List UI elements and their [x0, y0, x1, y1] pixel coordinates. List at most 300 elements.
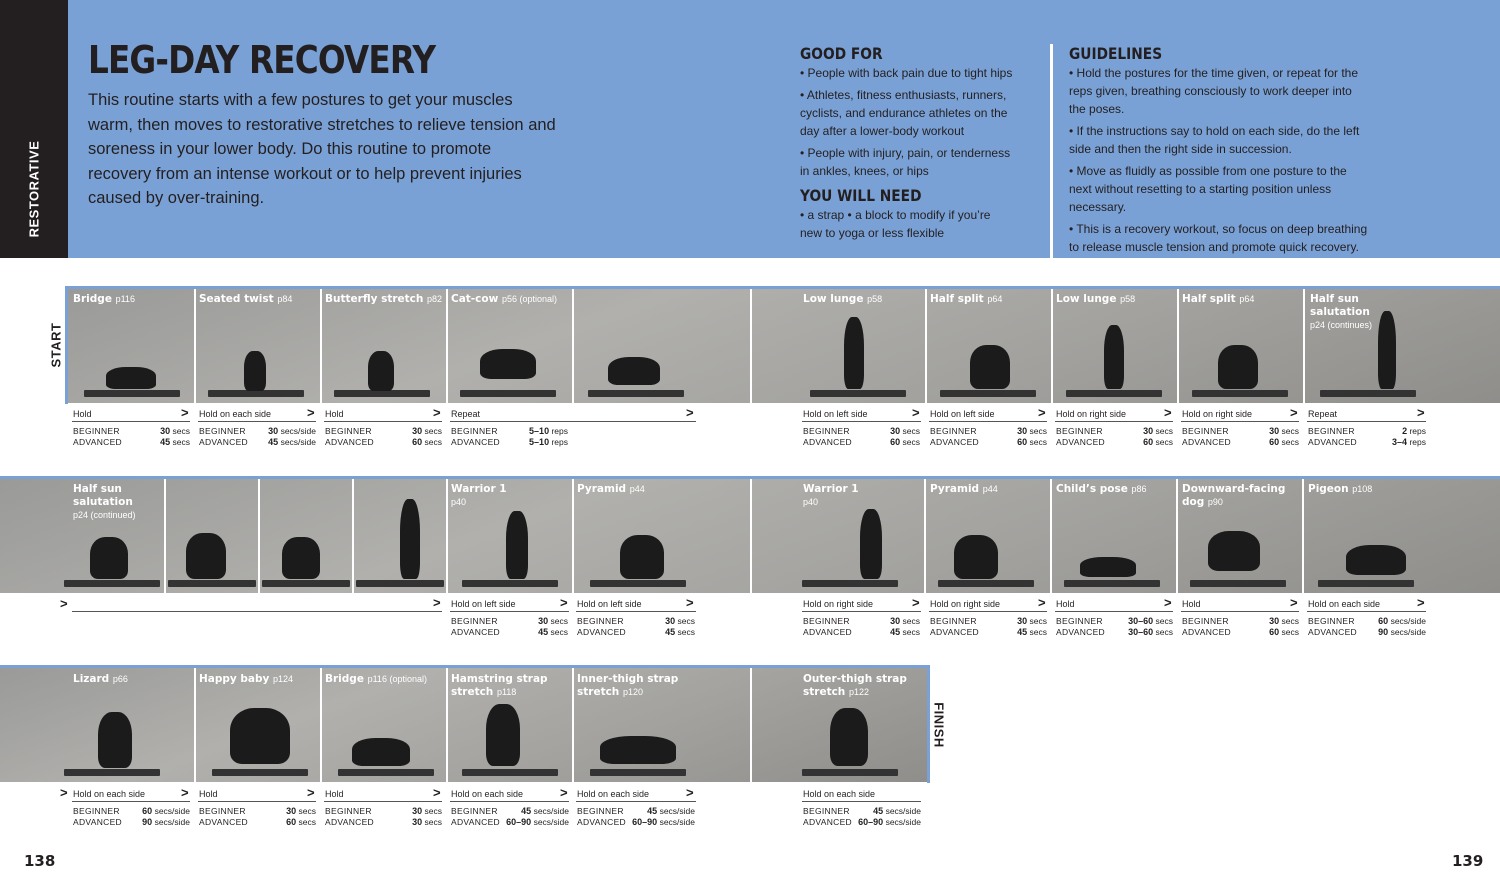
- text-span: secs: [172, 437, 190, 447]
- hold-instruction: Hold on left side: [803, 409, 868, 419]
- duration-value: [1366, 426, 1426, 437]
- level-label: ADVANCED: [930, 627, 980, 637]
- hold-instruction: Hold on left side: [577, 599, 642, 609]
- next-arrow-icon: >: [60, 596, 68, 611]
- duration-value: [987, 616, 1047, 627]
- yoga-mat: [590, 580, 686, 587]
- next-arrow-icon: >: [307, 405, 315, 420]
- duration-value: [382, 806, 442, 817]
- duration-number: 60–90: [858, 817, 884, 827]
- level-label: BEGINNER: [1308, 426, 1355, 436]
- duration-number: 30: [160, 426, 171, 436]
- text-span: Child’s pose: [1056, 483, 1128, 495]
- text-span: secs: [902, 627, 920, 637]
- duration-value: [130, 426, 190, 437]
- next-arrow-icon: >: [60, 785, 68, 800]
- duration-number: 30–60: [1128, 616, 1154, 626]
- page-ref: p64: [987, 294, 1003, 304]
- duration-number: 30: [538, 616, 549, 626]
- hold-instruction: Repeat: [451, 409, 481, 419]
- hold-instruction: Hold on each side: [73, 789, 146, 799]
- text-span: secs/side: [280, 437, 316, 447]
- duration-number: 45: [1017, 627, 1028, 637]
- page-ref: p124: [273, 674, 294, 684]
- duration-value: [488, 806, 569, 817]
- page-ref: p86: [1131, 484, 1147, 494]
- photo-divider: [320, 289, 322, 403]
- photo-divider: [1177, 289, 1179, 403]
- pose-name: [73, 293, 135, 306]
- text-span: secs/side: [154, 817, 190, 827]
- divider-line: [576, 611, 696, 612]
- duration-number: 30: [665, 616, 676, 626]
- level-label: ADVANCED: [1308, 437, 1358, 447]
- level-label: ADVANCED: [451, 817, 501, 827]
- level-label: ADVANCED: [325, 817, 375, 827]
- divider-line: [450, 421, 696, 422]
- pose-figure: [98, 712, 132, 768]
- duration-number: 60: [1017, 437, 1028, 447]
- yoga-mat: [1192, 390, 1288, 397]
- pose-figure: [400, 499, 420, 579]
- text-span: secs: [550, 616, 568, 626]
- text-span: secs: [424, 817, 442, 827]
- duration-value: [1239, 627, 1299, 638]
- photo-divider: [750, 289, 752, 403]
- hold-instruction: Hold: [325, 409, 344, 419]
- duration-value: [508, 426, 568, 437]
- duration-value: [1239, 437, 1299, 448]
- divider-line: [1181, 421, 1299, 422]
- you-will-need-heading: YOU WILL NEED: [800, 186, 922, 205]
- level-label: BEGINNER: [1056, 426, 1103, 436]
- hold-instruction: Hold on left side: [930, 409, 995, 419]
- duration-number: 30: [890, 426, 901, 436]
- guidelines-section: [1069, 44, 1369, 260]
- level-label: BEGINNER: [199, 806, 246, 816]
- next-arrow-icon: >: [560, 595, 568, 610]
- level-label: ADVANCED: [325, 437, 375, 447]
- hold-instruction: Hold: [73, 409, 92, 419]
- duration-value: [240, 437, 316, 448]
- text-span: secs: [424, 806, 442, 816]
- duration-number: 30: [1269, 616, 1280, 626]
- level-label: ADVANCED: [803, 817, 853, 827]
- photo-divider: [194, 289, 196, 403]
- duration-number: 30: [286, 806, 297, 816]
- duration-value: [635, 627, 695, 638]
- next-arrow-icon: >: [686, 595, 694, 610]
- divider-line: [1055, 421, 1173, 422]
- pose-figure: [970, 345, 1010, 389]
- level-label: BEGINNER: [73, 426, 120, 436]
- good-for-item: • People with injury, pain, or tenderness in ankles, knees, or hips: [800, 146, 1011, 178]
- text-span: secs/side: [533, 806, 569, 816]
- photo-divider: [750, 479, 752, 593]
- duration-number: 30–60: [1128, 627, 1154, 637]
- row3-right-bar: [927, 665, 930, 783]
- level-label: BEGINNER: [199, 426, 246, 436]
- next-arrow-icon: >: [433, 785, 441, 800]
- pose-figure: [486, 704, 520, 766]
- next-arrow-icon: >: [433, 595, 441, 610]
- pose-figure: [830, 708, 868, 766]
- duration-number: 60: [286, 817, 297, 827]
- text-span: secs: [1155, 426, 1173, 436]
- text-span: stretch: [577, 686, 620, 698]
- text-span: secs: [424, 426, 442, 436]
- level-label: BEGINNER: [803, 806, 850, 816]
- text-span: secs: [1155, 437, 1173, 447]
- text-span: secs: [1029, 437, 1047, 447]
- pose-name: [1308, 483, 1372, 496]
- level-label: ADVANCED: [1182, 437, 1232, 447]
- next-arrow-icon: >: [912, 405, 920, 420]
- divider-line: [1055, 611, 1173, 612]
- text-span: secs: [1029, 426, 1047, 436]
- photo-divider: [1303, 289, 1305, 403]
- photo-divider: [572, 668, 574, 782]
- photo-divider: [925, 289, 927, 403]
- guidelines-heading: GUIDELINES: [1069, 44, 1163, 63]
- good-for-section: [800, 44, 1015, 246]
- hold-instruction: Repeat: [1308, 409, 1338, 419]
- guideline-item: • Hold the postures for the time given, or repeat for the reps given, breathing consciously to work deeper into the poses.: [1069, 66, 1359, 116]
- hold-instruction: Hold on each side: [199, 409, 272, 419]
- pose-figure: [1346, 545, 1406, 575]
- next-arrow-icon: >: [181, 405, 189, 420]
- next-arrow-icon: >: [1417, 405, 1425, 420]
- pose-name: [1056, 293, 1135, 306]
- divider-line: [802, 801, 921, 802]
- next-arrow-icon: >: [686, 785, 694, 800]
- hold-instruction: Hold on each side: [577, 789, 650, 799]
- duration-number: 60–90: [632, 817, 658, 827]
- page-ref: p118: [496, 687, 517, 697]
- pose-name: [577, 673, 678, 699]
- duration-number: 30: [1143, 426, 1154, 436]
- duration-value: [508, 627, 568, 638]
- pose-figure: [844, 317, 864, 389]
- duration-number: 30: [890, 616, 901, 626]
- text-span: secs: [1281, 616, 1299, 626]
- next-arrow-icon: >: [1164, 595, 1172, 610]
- duration-number: 45: [268, 437, 279, 447]
- level-label: BEGINNER: [1056, 616, 1103, 626]
- photo-divider: [1302, 479, 1304, 593]
- text-span: secs: [1155, 627, 1173, 637]
- duration-number: 5–10: [529, 437, 550, 447]
- level-label: ADVANCED: [199, 817, 249, 827]
- pose-figure: [368, 351, 394, 391]
- page-ref: p122: [848, 687, 869, 697]
- pose-figure: [282, 537, 320, 579]
- page-ref: p82: [427, 294, 443, 304]
- hold-instruction: Hold on right side: [930, 599, 1001, 609]
- text-span: secs/side: [659, 806, 695, 816]
- page-ref: p66: [112, 674, 128, 684]
- photo-divider: [352, 479, 354, 593]
- pose-name: [199, 673, 293, 686]
- duration-value: [256, 806, 316, 817]
- pose-name: [930, 483, 998, 496]
- text-span: Outer-thigh strap: [803, 673, 907, 685]
- text-span: Cat-cow: [451, 293, 499, 305]
- page-ref: p56 (optional): [501, 294, 558, 304]
- page-ref: p58: [867, 294, 883, 304]
- yoga-mat: [338, 769, 434, 776]
- text-span: secs: [1281, 437, 1299, 447]
- divider-line: [802, 611, 921, 612]
- pose-figure: [244, 351, 266, 391]
- duration-value: [860, 616, 920, 627]
- text-span: secs/side: [1390, 616, 1426, 626]
- pose-figure: [480, 349, 536, 379]
- text-span: secs: [1029, 616, 1047, 626]
- guideline-item: • If the instructions say to hold on each side, do the left side and then the right side in succession.: [1069, 124, 1360, 156]
- pose-figure: [186, 533, 226, 579]
- level-label: ADVANCED: [577, 627, 627, 637]
- text-span: Hamstring strap: [451, 673, 548, 685]
- level-label: BEGINNER: [451, 426, 498, 436]
- text-span: Bridge: [325, 673, 364, 685]
- page-number-left: 138: [24, 852, 56, 870]
- text-span: Pigeon: [1308, 483, 1349, 495]
- divider-line: [198, 801, 316, 802]
- duration-value: [240, 426, 316, 437]
- duration-number: 30: [1269, 426, 1280, 436]
- pose-name: [325, 293, 442, 306]
- duration-value: [1113, 437, 1173, 448]
- divider-line: [1181, 611, 1299, 612]
- pose-name: [803, 293, 882, 306]
- duration-value: [860, 426, 920, 437]
- yoga-mat: [460, 390, 556, 397]
- duration-number: 45: [647, 806, 658, 816]
- level-label: BEGINNER: [930, 616, 977, 626]
- text-span: reps: [1409, 426, 1426, 436]
- column-divider: [1050, 44, 1053, 258]
- duration-number: 60: [1269, 437, 1280, 447]
- page-ref: p116 (optional): [367, 674, 427, 684]
- text-span: Lizard: [73, 673, 110, 685]
- hold-instruction: Hold on left side: [451, 599, 516, 609]
- level-label: BEGINNER: [930, 426, 977, 436]
- good-for-item: • People with back pain due to tight hips: [800, 66, 1013, 80]
- text-span: secs: [1029, 627, 1047, 637]
- text-span: stretch: [803, 686, 846, 698]
- pose-name: [803, 673, 907, 699]
- photo-divider: [446, 479, 448, 593]
- pose-figure: [230, 708, 290, 764]
- duration-number: 60: [1269, 627, 1280, 637]
- yoga-mat: [938, 580, 1034, 587]
- yoga-mat: [356, 580, 444, 587]
- divider-line: [929, 421, 1047, 422]
- text-span: secs: [677, 616, 695, 626]
- next-arrow-icon: >: [912, 595, 920, 610]
- yoga-mat: [1320, 390, 1416, 397]
- level-label: BEGINNER: [1182, 616, 1229, 626]
- hold-instruction: Hold on right side: [803, 599, 874, 609]
- pose-name: [451, 483, 507, 509]
- pose-name: [1182, 483, 1285, 509]
- duration-value: [508, 437, 568, 448]
- pose-figure: [1080, 557, 1136, 577]
- text-span: Half sun: [73, 483, 122, 495]
- level-label: BEGINNER: [451, 806, 498, 816]
- yoga-mat: [262, 580, 350, 587]
- text-span: Low lunge: [1056, 293, 1117, 305]
- duration-number: 90: [142, 817, 153, 827]
- duration-value: [987, 437, 1047, 448]
- duration-value: [860, 627, 920, 638]
- hold-instruction: Hold: [1056, 599, 1075, 609]
- start-label: START: [48, 322, 64, 368]
- section-tab-label: RESTORATIVE: [26, 140, 42, 238]
- yoga-mat: [64, 580, 160, 587]
- text-span: secs: [172, 426, 190, 436]
- duration-value: [1239, 616, 1299, 627]
- guideline-item: • Move as fluidly as possible from one posture to the next without resetting to a starting position unless necessary.: [1069, 164, 1347, 214]
- level-label: BEGINNER: [451, 616, 498, 626]
- intro-text: This routine starts with a few postures to get your muscles warm, then moves to restorative stretches to relieve tension and soreness in your lower body. Do this routine to promote recovery from an intense workout or to help prevent injuries caused by over-training.: [88, 91, 556, 207]
- level-label: ADVANCED: [1056, 627, 1106, 637]
- duration-value: [1239, 426, 1299, 437]
- pose-figure: [106, 367, 156, 389]
- next-arrow-icon: >: [1164, 405, 1172, 420]
- divider-line: [72, 421, 190, 422]
- duration-number: 5–10: [529, 426, 550, 436]
- pose-name: [451, 293, 557, 306]
- pose-figure: [352, 738, 410, 766]
- next-arrow-icon: >: [433, 405, 441, 420]
- level-label: ADVANCED: [577, 817, 627, 827]
- text-span: secs: [902, 616, 920, 626]
- divider-line: [198, 421, 316, 422]
- yoga-mat: [1190, 580, 1286, 587]
- yoga-mat: [588, 390, 684, 397]
- yoga-mat: [208, 390, 304, 397]
- level-label: ADVANCED: [1182, 627, 1232, 637]
- duration-value: [508, 616, 568, 627]
- text-span: secs/side: [885, 806, 921, 816]
- page-ref: p108: [1352, 484, 1373, 494]
- next-arrow-icon: >: [1290, 595, 1298, 610]
- pose-figure: [1208, 531, 1260, 571]
- duration-number: 60: [412, 437, 423, 447]
- page-ref: p44: [629, 484, 645, 494]
- level-label: ADVANCED: [73, 817, 123, 827]
- text-span: secs/side: [885, 817, 921, 827]
- text-span: secs/side: [659, 817, 695, 827]
- level-label: ADVANCED: [451, 627, 501, 637]
- photo-divider: [164, 479, 166, 593]
- yoga-mat: [1318, 580, 1414, 587]
- section-tab: [0, 0, 68, 258]
- page-ref: p40: [803, 497, 819, 507]
- duration-value: [612, 806, 695, 817]
- level-label: BEGINNER: [1182, 426, 1229, 436]
- text-span: Inner-thigh strap: [577, 673, 679, 685]
- photo-divider: [1051, 289, 1053, 403]
- next-arrow-icon: >: [560, 785, 568, 800]
- photo-divider: [320, 668, 322, 782]
- good-for-heading: GOOD FOR: [800, 44, 883, 63]
- duration-number: 30: [412, 426, 423, 436]
- photo-divider: [446, 668, 448, 782]
- level-label: BEGINNER: [803, 426, 850, 436]
- divider-line: [324, 421, 442, 422]
- next-arrow-icon: >: [1290, 405, 1298, 420]
- pose-figure: [620, 535, 664, 579]
- yoga-mat: [802, 580, 898, 587]
- duration-value: [838, 817, 921, 828]
- pose-figure: [608, 357, 660, 385]
- divider-line: [802, 421, 921, 422]
- text-span: secs: [298, 806, 316, 816]
- level-label: BEGINNER: [1308, 616, 1355, 626]
- finish-label: FINISH: [931, 702, 947, 748]
- duration-value: [382, 437, 442, 448]
- text-span: secs/side: [533, 817, 569, 827]
- duration-number: 60: [1143, 437, 1154, 447]
- divider-line: [450, 801, 569, 802]
- duration-number: 45: [890, 627, 901, 637]
- divider-line: [450, 611, 569, 612]
- photo-divider: [1050, 479, 1052, 593]
- level-label: ADVANCED: [199, 437, 249, 447]
- divider-line: [72, 801, 190, 802]
- text-span: Low lunge: [803, 293, 864, 305]
- duration-number: 3–4: [1392, 437, 1408, 447]
- level-label: ADVANCED: [451, 437, 501, 447]
- duration-value: [1103, 627, 1173, 638]
- text-span: Half sun: [1310, 293, 1359, 305]
- page-ref: p44: [982, 484, 998, 494]
- level-label: ADVANCED: [803, 437, 853, 447]
- photo-divider: [750, 668, 752, 782]
- level-label: ADVANCED: [1056, 437, 1106, 447]
- duration-value: [987, 426, 1047, 437]
- page-ref: p24 (continues): [1310, 320, 1373, 330]
- duration-number: 30: [268, 426, 279, 436]
- yoga-mat: [84, 390, 180, 397]
- duration-value: [130, 437, 190, 448]
- level-label: BEGINNER: [325, 426, 372, 436]
- yoga-mat: [590, 769, 686, 776]
- row1-photo-strip: [68, 289, 1500, 403]
- text-span: secs: [1281, 426, 1299, 436]
- page-ref: p24 (continued): [73, 510, 136, 520]
- pose-name: [1182, 293, 1254, 306]
- hold-instruction: Hold on right side: [1182, 409, 1253, 419]
- text-span: stretch: [451, 686, 494, 698]
- text-span: Happy baby: [199, 673, 270, 685]
- duration-number: 45: [665, 627, 676, 637]
- level-label: BEGINNER: [577, 616, 624, 626]
- duration-number: 2: [1402, 426, 1408, 436]
- level-label: BEGINNER: [803, 616, 850, 626]
- yoga-mat: [802, 769, 898, 776]
- duration-value: [1113, 426, 1173, 437]
- duration-number: 30: [1017, 616, 1028, 626]
- photo-divider: [258, 479, 260, 593]
- photo-divider: [446, 289, 448, 403]
- photo-divider: [194, 668, 196, 782]
- text-span: reps: [551, 426, 568, 436]
- text-span: dog: [1182, 496, 1205, 508]
